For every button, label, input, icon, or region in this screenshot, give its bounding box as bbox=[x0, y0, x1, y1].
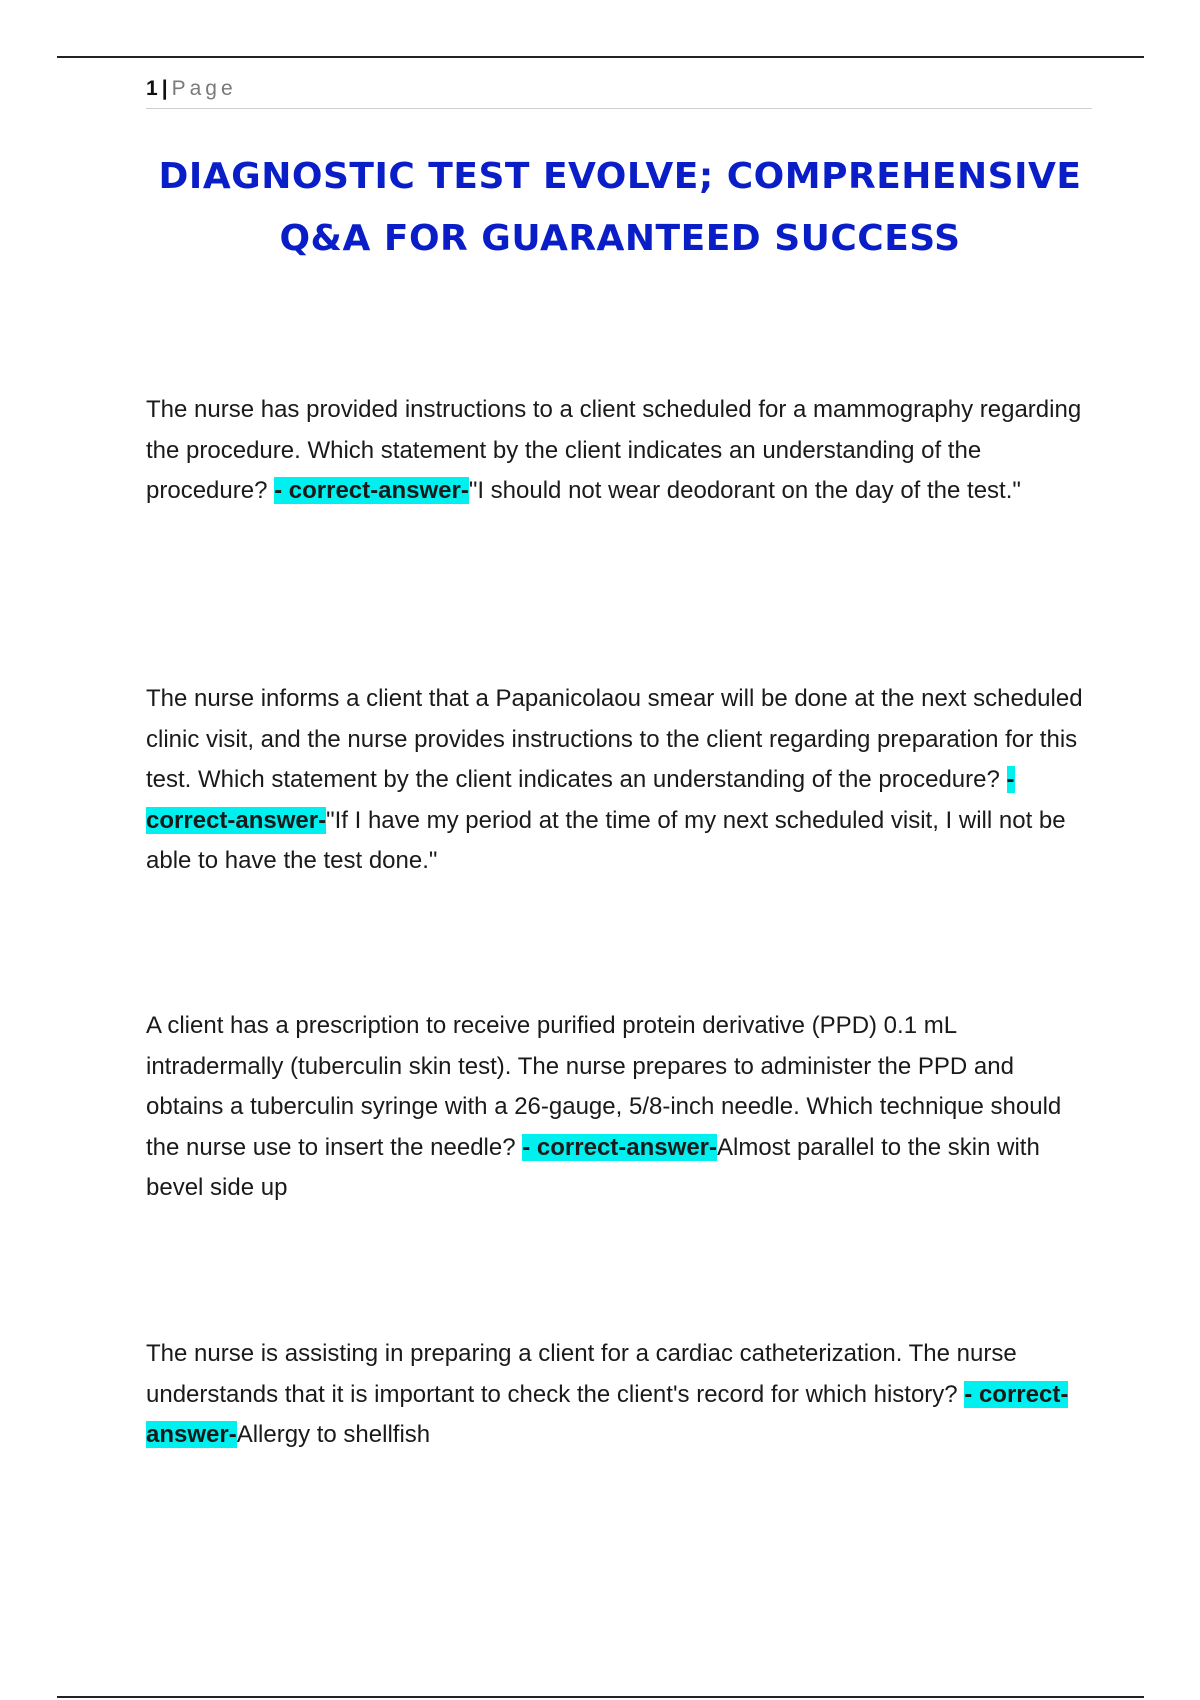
qa-item-1 bbox=[146, 390, 1096, 512]
page-number: 1 bbox=[146, 77, 158, 100]
page-separator: | bbox=[161, 77, 168, 100]
answer-text: Almost parallel to the skin with bevel side up bbox=[146, 1133, 1040, 1201]
question-text: The nurse is assisting in preparing a client for a cardiac catheterization. The nurse understands that it is important to check the client's record for which history? bbox=[146, 1340, 1017, 1408]
page-label: Page bbox=[171, 77, 237, 100]
qa-item-3 bbox=[146, 1006, 1096, 1209]
qa-item-2 bbox=[146, 679, 1096, 882]
correct-answer-marker: - correct-answer- bbox=[146, 1380, 1069, 1448]
page-header bbox=[146, 74, 1092, 109]
correct-answer-marker: - correct-answer- bbox=[522, 1133, 717, 1161]
question-text: A client has a prescription to receive purified protein derivative (PPD) 0.1 mL intradermally (tuberculin skin test). The nurse prepares to administer the PPD and obtains a tuberculin syringe with a 26-gauge, 5/8-inch needle. Which technique should the nurse use to insert the needle? bbox=[146, 1012, 1062, 1161]
title-line-2: Q&A FOR GUARANTEED SUCCESS bbox=[279, 218, 961, 259]
answer-text: "I should not wear deodorant on the day of the test." bbox=[468, 477, 1021, 504]
correct-answer-marker: - correct-answer- bbox=[274, 477, 469, 504]
question-text: The nurse has provided instructions to a client scheduled for a mammography regarding the procedure. Which statement by the client indicates an understanding of the procedure? bbox=[146, 396, 1082, 504]
correct-answer-marker: - correct-answer- bbox=[146, 766, 1015, 834]
answer-text: "If I have my period at the time of my next scheduled visit, I will not be able to have the test done." bbox=[146, 806, 1066, 874]
top-rule bbox=[57, 56, 1144, 58]
document-title bbox=[130, 146, 1110, 270]
qa-item-4 bbox=[146, 1334, 1096, 1456]
bottom-rule bbox=[57, 1696, 1144, 1698]
title-line-1: DIAGNOSTIC TEST EVOLVE; COMPREHENSIVE bbox=[158, 156, 1082, 197]
answer-text: Allergy to shellfish bbox=[236, 1421, 431, 1448]
question-text: The nurse informs a client that a Papanicolaou smear will be done at the next scheduled clinic visit, and the nurse provides instructions to the client regarding preparation for this test. Which statement by the client indicates an understanding of the procedure? bbox=[146, 685, 1083, 793]
